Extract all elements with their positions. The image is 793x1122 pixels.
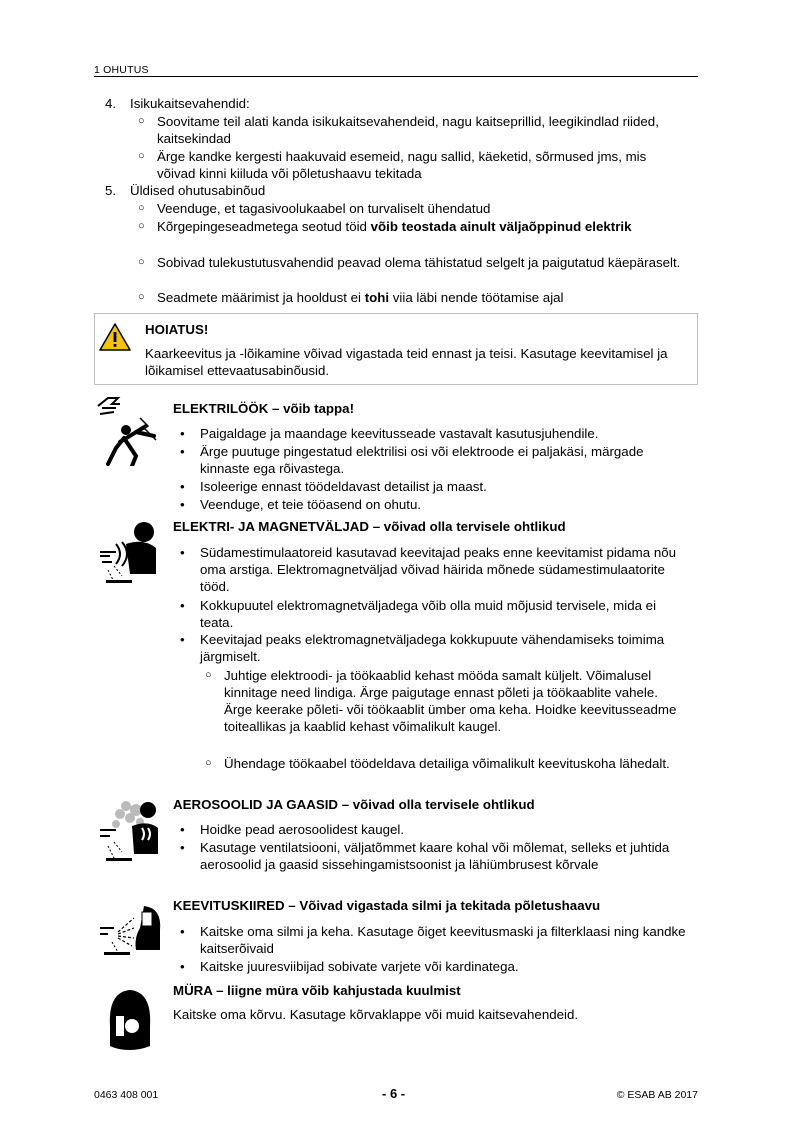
list-item bbox=[157, 218, 687, 235]
section-title: AEROSOOLID JA GAASID – võivad olla tervisele ohtlikud bbox=[173, 797, 535, 812]
section-text: Kaitske oma kõrvu. Kasutage kõrvaklappe või muid kaitsevahendeid. bbox=[173, 1007, 579, 1022]
list-item: Kokkupuutel elektromagnetväljadega võib olla muid mõjusid tervisele, mida ei teata. bbox=[200, 598, 657, 630]
sub-list-item: Ühendage töökaabel töödeldava detailiga võimalikult keevituskoha lähedalt. bbox=[224, 756, 670, 771]
bullet: • bbox=[180, 924, 185, 939]
list-item: Soovitame teil alati kanda isikukaitsevahendeid, nagu kaitseprillid, leegikindlad riided, kaitsekindad bbox=[157, 114, 659, 146]
list-item: Veenduge, et tagasivoolukaabel on turvaliselt ühendatud bbox=[157, 201, 491, 216]
list-item-text: Seadmete määrimist ja hooldust ei bbox=[157, 290, 365, 305]
circle-bullet: ○ bbox=[138, 150, 145, 162]
list-title: Isikukaitsevahendid: bbox=[130, 96, 250, 111]
section-title: KEEVITUSKIIRED – Võivad vigastada silmi ja tekitada põletushaavu bbox=[173, 898, 601, 913]
list-item: Ärge puutuge pingestatud elektrilisi osi või elektroode ei paljakäsi, märgade kinnaste ega rõivastega. bbox=[200, 444, 644, 476]
list-item bbox=[157, 289, 687, 306]
bullet: • bbox=[180, 840, 185, 855]
list-number: 4. bbox=[105, 96, 117, 111]
circle-bullet: ○ bbox=[138, 202, 145, 214]
bullet: • bbox=[180, 632, 185, 647]
warning-title: HOIATUS! bbox=[145, 322, 209, 337]
bullet: • bbox=[180, 545, 185, 560]
bullet: • bbox=[180, 444, 185, 459]
list-item-bold: tohi bbox=[364, 290, 390, 305]
sub-list-item: Juhtige elektroodi- ja töökaablid kehast mööda samalt küljelt. Võimalusel kinnitage need lindiga. Ärge paigutage ennast põleti ja töökaablite vahele. Ärge keerake põleti- või töökaablit ümber oma keha. Hoidke keevitusseadme toiteallikas ja kaablid kehast võimalikult kaugel. bbox=[224, 668, 677, 734]
bullet: • bbox=[180, 426, 185, 441]
list-item: Kasutage ventilatsiooni, väljatõmmet kaare kohal või mõlemat, selleks et juhtida aerosoolid ja gaasid sissehingamistsoonist ja lähiümbrusest kõrvale bbox=[200, 840, 670, 872]
electric-shock-icon bbox=[96, 396, 162, 466]
page-number: - 6 - bbox=[382, 1086, 406, 1101]
section-title: MÜRA – liigne müra võib kahjustada kuulmist bbox=[173, 983, 461, 998]
warning-triangle-icon bbox=[99, 322, 131, 352]
list-item: Paigaldage ja maandage keevitusseade vastavalt kasutusjuhendile. bbox=[200, 426, 599, 441]
list-number: 5. bbox=[105, 183, 117, 198]
section-header: 1 OHUTUS bbox=[94, 64, 149, 76]
list-item: Veenduge, et teie tööasend on ohutu. bbox=[200, 497, 422, 512]
arc-rays-icon bbox=[96, 898, 162, 968]
bullet: • bbox=[180, 959, 185, 974]
list-item: Ärge kandke kergesti haakuvaid esemeid, nagu sallid, käeketid, sõrmused jms, mis võivad kinni kiiluda või põletushaavu tekitada bbox=[157, 149, 647, 181]
warning-text: Kaarkeevitus ja -lõikamine võivad vigastada teid ennast ja teisi. Kasutage keevitamisel ja lõikamisel ettevaatusabinõusid. bbox=[145, 346, 668, 378]
section-title: ELEKTRILÖÖK – võib tappa! bbox=[173, 401, 354, 416]
circle-bullet: ○ bbox=[205, 757, 212, 769]
list-item: Südamestimulaatoreid kasutavad keevitajad peaks enne keevitamist pidama nõu oma arstiga. Elektromagnetväljad võivad häirida mõnede südamestimulaatorite tööd. bbox=[200, 545, 677, 594]
circle-bullet: ○ bbox=[138, 115, 145, 127]
list-item: Sobivad tulekustutusvahendid peavad olema tähistatud selgelt ja paigutatud käepäraselt. bbox=[157, 255, 681, 270]
list-item: Keevitajad peaks elektromagnetväljadega kokkupuute vähendamiseks toimima järgmiselt. bbox=[200, 632, 665, 664]
circle-bullet: ○ bbox=[205, 669, 212, 681]
warning-box bbox=[94, 313, 698, 385]
list-item-text: Kõrgepingeseadmetega seotud töid bbox=[157, 219, 371, 234]
list-item: Isoleerige ennast töödeldavast detailist ja maast. bbox=[200, 479, 487, 494]
document-number: 0463 408 001 bbox=[94, 1089, 159, 1101]
copyright: © ESAB AB 2017 bbox=[616, 1089, 698, 1101]
bullet: • bbox=[180, 598, 185, 613]
circle-bullet: ○ bbox=[138, 256, 145, 268]
hearing-protection-icon bbox=[96, 986, 162, 1056]
header-divider bbox=[94, 76, 698, 77]
fumes-and-gases-icon bbox=[96, 800, 162, 870]
bullet: • bbox=[180, 479, 185, 494]
list-item: Kaitske juuresviibijad sobivate varjete või kardinatega. bbox=[200, 959, 519, 974]
circle-bullet: ○ bbox=[138, 220, 145, 232]
electromagnetic-field-icon bbox=[96, 518, 162, 588]
bullet: • bbox=[180, 497, 185, 512]
list-item-bold: võib teostada ainult väljaõppinud elektrik bbox=[370, 219, 632, 234]
list-item-text: viia läbi nende töötamise ajal bbox=[389, 290, 564, 305]
list-item: Hoidke pead aerosoolidest kaugel. bbox=[200, 822, 405, 837]
list-title: Üldised ohutusabinõud bbox=[130, 183, 266, 198]
section-title: ELEKTRI- JA MAGNETVÄLJAD – võivad olla tervisele ohtlikud bbox=[173, 519, 566, 534]
list-item: Kaitske oma silmi ja keha. Kasutage õiget keevitusmaski ja filterklaasi ning kandke kaitserõivaid bbox=[200, 924, 686, 956]
circle-bullet: ○ bbox=[138, 291, 145, 303]
bullet: • bbox=[180, 822, 185, 837]
